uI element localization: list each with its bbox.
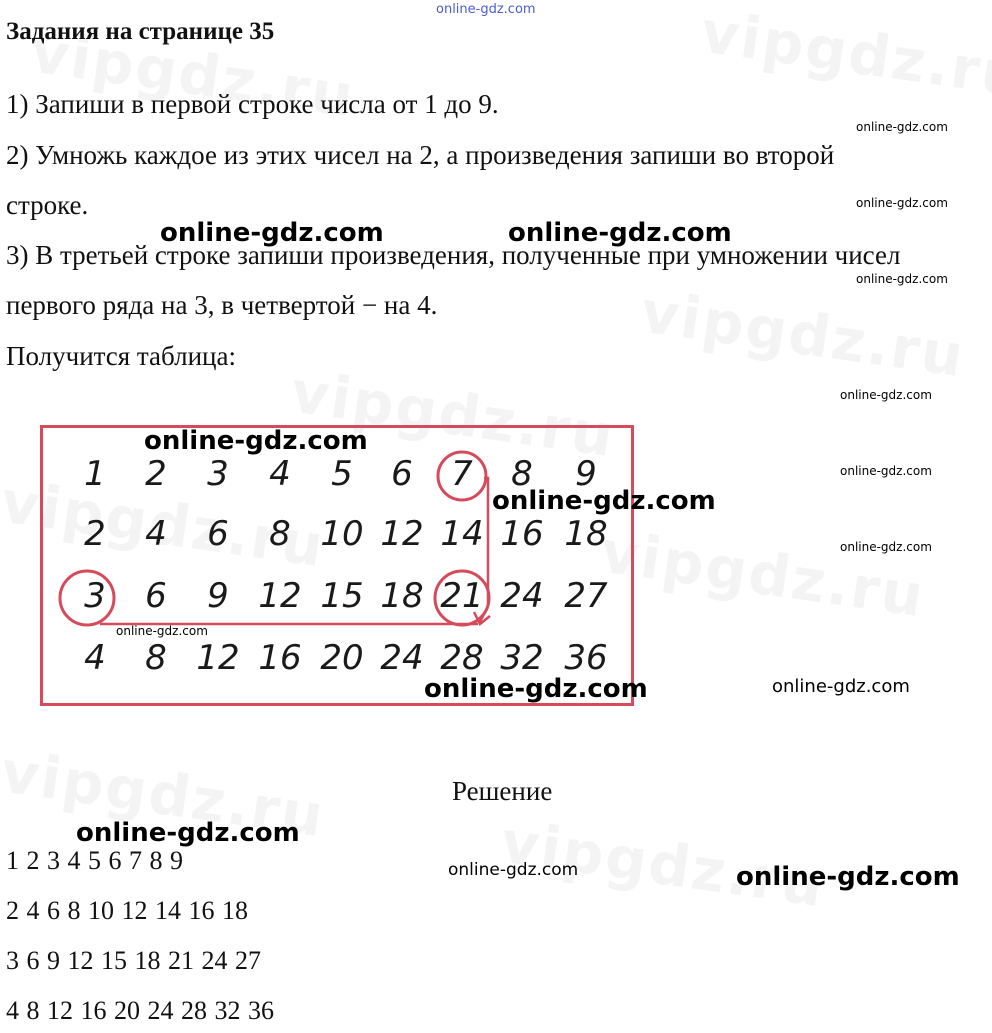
table-cell: 10	[320, 514, 364, 554]
table-cell: 18	[380, 576, 424, 616]
table-cell: 6	[207, 514, 229, 554]
table-cell: 16	[258, 638, 302, 678]
table-cell: 9	[207, 576, 229, 616]
table-cell: 15	[320, 576, 364, 616]
table-cell: 7	[451, 454, 473, 494]
table-cell: 12	[258, 576, 302, 616]
solution-row: 2 4 6 8 10 12 14 16 18	[6, 896, 248, 925]
table-cell: 32	[500, 638, 544, 678]
site-watermark: online-gdz.com	[772, 676, 910, 697]
site-watermark: online-gdz.com	[856, 196, 948, 210]
table-cell: 8	[145, 638, 167, 678]
site-watermark: online-gdz.com	[436, 2, 536, 17]
site-watermark: online-gdz.com	[856, 120, 948, 134]
table-cell: 6	[145, 576, 167, 616]
site-watermark: online-gdz.com	[448, 860, 579, 880]
table-cell: 20	[320, 638, 364, 678]
site-watermark: online-gdz.com	[736, 862, 960, 892]
table-cell: 8	[511, 454, 533, 494]
table-cell: 28	[440, 638, 484, 678]
site-watermark: online-gdz.com	[116, 624, 208, 638]
site-watermark: online-gdz.com	[840, 388, 932, 402]
table-cell: 5	[331, 454, 353, 494]
table-cell: 24	[380, 638, 424, 678]
table-cell: 8	[269, 514, 291, 554]
table-cell: 36	[564, 638, 608, 678]
table-cell: 14	[440, 514, 484, 554]
table-cell: 27	[564, 576, 608, 616]
table-cell: 3	[207, 454, 229, 494]
task-line: 3) В третьей строке запиши произведения, полученные при умножении чисел	[6, 240, 901, 270]
table-cell: 21	[440, 576, 484, 616]
circle-mark-7	[438, 452, 486, 500]
task-line: первого ряда на 3, в четвертой − на 4.	[6, 290, 438, 320]
solution-row: 1 2 3 4 5 6 7 8 9	[6, 846, 183, 875]
table-cell: 24	[500, 576, 544, 616]
table-cell: 4	[84, 638, 106, 678]
table-cell: 3	[84, 576, 106, 616]
task-line: Получится таблица:	[6, 341, 236, 371]
site-watermark: online-gdz.com	[856, 272, 948, 286]
site-watermark: online-gdz.com	[840, 540, 932, 554]
site-watermark: online-gdz.com	[144, 426, 368, 456]
table-cell: 4	[269, 454, 291, 494]
circle-mark-3	[60, 571, 114, 625]
table-cell: 4	[145, 514, 167, 554]
table-cell: 6	[391, 454, 413, 494]
table-cell: 1	[84, 454, 106, 494]
table-cell: 2	[84, 514, 106, 554]
table-cell: 12	[196, 638, 240, 678]
site-watermark: online-gdz.com	[424, 674, 648, 704]
table-cell: 12	[380, 514, 424, 554]
table-cell: 9	[575, 454, 597, 494]
table-cell: 18	[564, 514, 608, 554]
task-line: строке.	[6, 190, 89, 220]
site-watermark: online-gdz.com	[76, 818, 300, 848]
table-cell: 2	[145, 454, 167, 494]
site-watermark: online-gdz.com	[160, 218, 384, 248]
solution-label: Решение	[452, 776, 553, 806]
site-watermark: online-gdz.com	[840, 464, 932, 478]
solution-row: 3 6 9 12 15 18 21 24 27	[6, 946, 261, 975]
solution-row: 4 8 12 16 20 24 28 32 36	[6, 996, 274, 1025]
page-heading: Задания на странице 35	[6, 18, 275, 45]
task-line: 1) Запиши в первой строке числа от 1 до 9.	[6, 89, 499, 119]
site-watermark: online-gdz.com	[508, 218, 732, 248]
site-watermark: online-gdz.com	[492, 486, 716, 516]
task-line: 2) Умножь каждое из этих чисел на 2, а произведения запиши во второй	[6, 140, 835, 170]
table-cell: 16	[500, 514, 544, 554]
arrow-path-vertical	[480, 478, 488, 622]
circle-mark-21	[435, 571, 489, 625]
